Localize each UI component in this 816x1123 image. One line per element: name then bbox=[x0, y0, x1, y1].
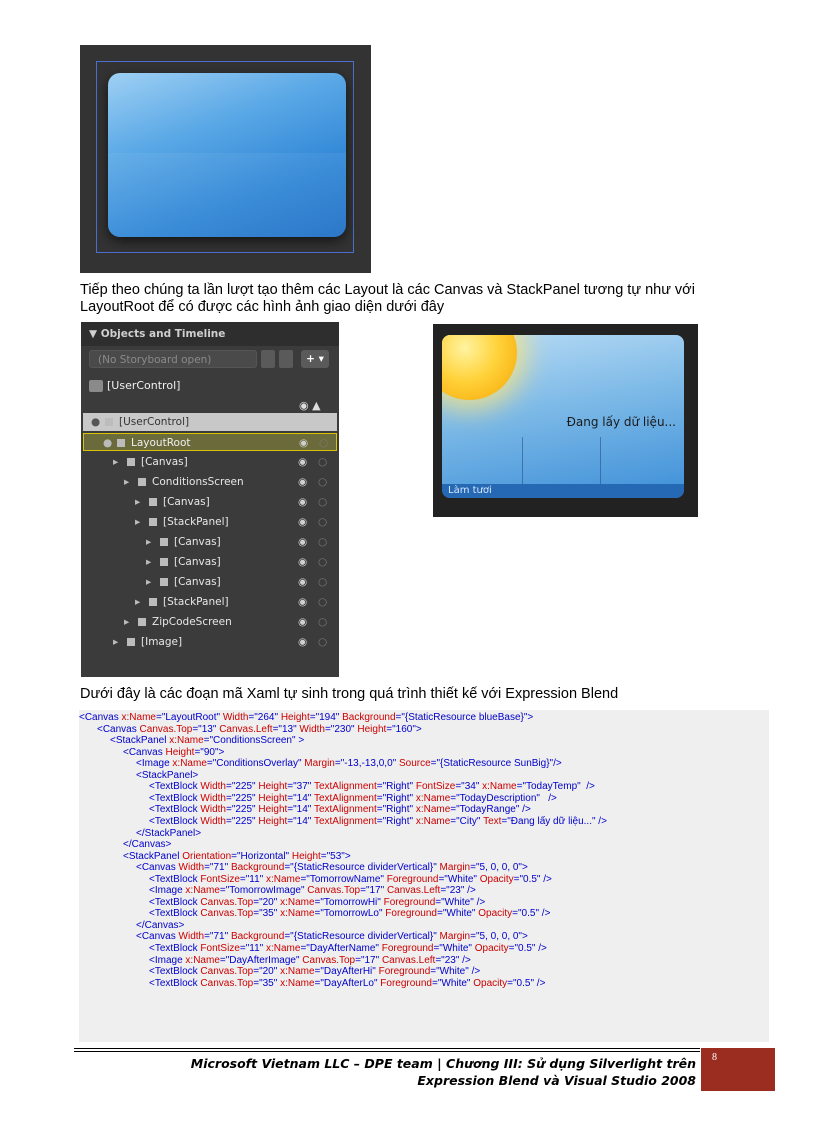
expand-arrow-icon[interactable]: ▸ bbox=[124, 616, 130, 628]
code-token: ="14" bbox=[287, 792, 314, 804]
code-token: Orientation bbox=[182, 850, 232, 862]
tree-item-label: [Canvas] bbox=[174, 536, 221, 548]
code-token: <StackPanel bbox=[123, 850, 183, 862]
code-token: <TextBlock bbox=[149, 943, 201, 954]
tree-item[interactable] bbox=[83, 573, 337, 591]
code-token: ="White" bbox=[431, 977, 474, 989]
code-line bbox=[149, 978, 545, 990]
code-line bbox=[97, 724, 422, 736]
tree-item-label: [StackPanel] bbox=[163, 596, 229, 608]
code-line bbox=[149, 816, 607, 828]
tree-item-label: [Image] bbox=[141, 636, 183, 648]
expand-arrow-icon[interactable]: ▸ bbox=[124, 476, 130, 488]
code-token: ="17" bbox=[360, 885, 387, 897]
lock-icon[interactable]: ○ bbox=[318, 516, 328, 528]
code-token: x:Name bbox=[280, 966, 315, 978]
code-token: ="23" /> bbox=[435, 954, 471, 966]
code-token: x:Name bbox=[185, 954, 220, 966]
code-token: Height bbox=[165, 746, 195, 758]
code-token: Opacity bbox=[479, 873, 514, 885]
code-token: Height bbox=[258, 781, 288, 793]
code-line bbox=[123, 747, 224, 759]
canvas-preview-figure bbox=[80, 45, 371, 273]
code-token: Width bbox=[178, 862, 205, 874]
code-token: Canvas.Top bbox=[200, 896, 254, 908]
code-token: ="TodayRange" /> bbox=[450, 804, 531, 816]
code-token: ="225" bbox=[225, 792, 259, 804]
code-token: ="37" bbox=[287, 781, 314, 793]
scope-visibility-icons[interactable]: ◉ ▲ bbox=[299, 399, 321, 412]
tree-item[interactable] bbox=[83, 453, 337, 471]
code-line bbox=[149, 874, 552, 886]
code-line bbox=[149, 781, 595, 793]
code-token: ="{StaticResource dividerVertical}" bbox=[284, 931, 440, 943]
storyboard-options-icon[interactable] bbox=[261, 350, 275, 368]
weather-card bbox=[442, 335, 684, 498]
lock-icon[interactable]: ○ bbox=[319, 437, 329, 449]
tree-item[interactable] bbox=[83, 533, 337, 551]
code-token: <TextBlock bbox=[149, 815, 201, 827]
code-token: <Canvas bbox=[136, 862, 179, 874]
scope-up-icon[interactable] bbox=[89, 380, 103, 392]
element-type-icon bbox=[127, 638, 135, 646]
code-token: Width bbox=[200, 815, 226, 827]
code-token: Canvas.Left bbox=[381, 954, 436, 966]
paragraph-code-intro: Dưới đây là các đoạn mã Xaml tự sinh trong quá trình thiết kế với Expression Blend bbox=[80, 686, 619, 702]
element-type-icon bbox=[127, 458, 135, 466]
code-token: Canvas.Top bbox=[200, 977, 254, 989]
element-type-icon bbox=[105, 418, 113, 426]
code-token: Margin bbox=[439, 931, 471, 943]
tree-item-label: LayoutRoot bbox=[131, 437, 191, 449]
code-token: TextAlignment bbox=[313, 781, 377, 793]
code-token: ="194" bbox=[309, 712, 343, 723]
code-token: Height bbox=[357, 723, 387, 735]
code-token: </StackPanel> bbox=[136, 827, 202, 839]
eye-icon[interactable]: ◉ bbox=[298, 536, 308, 548]
tree-item[interactable] bbox=[83, 613, 337, 631]
close-storyboard-icon[interactable] bbox=[279, 350, 293, 368]
expand-arrow-icon[interactable]: ▸ bbox=[135, 516, 141, 528]
element-type-icon bbox=[160, 558, 168, 566]
code-token: Canvas.Top bbox=[307, 885, 361, 897]
code-token: x:Name bbox=[280, 896, 315, 908]
code-line bbox=[136, 758, 562, 770]
code-token: ="DayAfterLo" bbox=[314, 977, 381, 989]
code-token: ="35" bbox=[253, 908, 281, 920]
code-token: ="20" bbox=[253, 896, 281, 908]
panel-header: ▼ Objects and Timeline bbox=[81, 322, 339, 346]
footer-text bbox=[100, 1055, 696, 1089]
code-token: ="ConditionsOverlay" bbox=[206, 758, 305, 770]
element-type-icon bbox=[138, 618, 146, 626]
page-number: 8 bbox=[712, 1052, 717, 1063]
code-token: Margin bbox=[304, 758, 335, 770]
code-line bbox=[149, 966, 480, 978]
code-token: ="0.5" /> bbox=[508, 943, 547, 954]
code-token: Foreground bbox=[383, 896, 436, 908]
lock-icon[interactable]: ○ bbox=[318, 556, 328, 568]
code-token: Opacity bbox=[474, 943, 509, 954]
scope-label: [UserControl] bbox=[107, 379, 181, 392]
code-token: TextAlignment bbox=[313, 792, 377, 804]
code-line bbox=[136, 920, 184, 932]
code-token: ="DayAfterName" bbox=[300, 943, 382, 954]
code-token: ="0.5" /> bbox=[512, 908, 551, 920]
code-token: Width bbox=[200, 781, 226, 793]
code-token: Canvas.Left bbox=[219, 723, 273, 735]
tree-item[interactable] bbox=[83, 413, 337, 431]
code-token: Height bbox=[258, 792, 288, 804]
code-token: ="23" /> bbox=[440, 885, 476, 897]
code-token: x:Name bbox=[415, 815, 451, 827]
tree-item-label: [Canvas] bbox=[174, 576, 221, 588]
expand-arrow-icon[interactable]: ● bbox=[103, 437, 113, 449]
code-token: Background bbox=[230, 931, 285, 943]
code-token: ="14" bbox=[287, 815, 314, 827]
code-token: <TextBlock bbox=[149, 873, 201, 885]
code-token: Canvas.Top bbox=[302, 954, 356, 966]
code-token: x:Name bbox=[172, 758, 207, 770]
code-token: ="ConditionsScreen" > bbox=[203, 735, 305, 747]
code-token: ="Right" bbox=[376, 792, 416, 804]
element-type-icon bbox=[149, 598, 157, 606]
code-token: ="5, 0, 0, 0"> bbox=[470, 931, 528, 943]
code-token: ="TomorrowHi" bbox=[314, 896, 384, 908]
code-token: Width bbox=[178, 931, 205, 943]
tree-item-label: ConditionsScreen bbox=[152, 476, 244, 488]
element-type-icon bbox=[160, 578, 168, 586]
code-token: Opacity bbox=[473, 977, 508, 989]
code-line bbox=[110, 735, 304, 747]
code-token: ="160"> bbox=[386, 723, 422, 735]
code-token: ="{StaticResource blueBase}"> bbox=[395, 712, 534, 723]
code-token: <TextBlock bbox=[149, 804, 201, 816]
code-token: ="71" bbox=[204, 862, 231, 874]
code-line bbox=[149, 885, 476, 897]
code-token: x:Name bbox=[121, 712, 156, 723]
code-token: ="White" bbox=[436, 908, 479, 920]
tree-item-label: [Canvas] bbox=[141, 456, 188, 468]
code-token: ="20" bbox=[253, 966, 281, 978]
eye-icon[interactable]: ◉ bbox=[298, 616, 308, 628]
code-line bbox=[149, 955, 471, 967]
code-token: ="5, 0, 0, 0"> bbox=[470, 862, 528, 874]
code-token: <TextBlock bbox=[149, 792, 201, 804]
code-token: FontSize bbox=[415, 781, 456, 793]
element-type-icon bbox=[160, 538, 168, 546]
code-line bbox=[149, 804, 531, 816]
lock-icon[interactable]: ○ bbox=[318, 596, 328, 608]
code-token: Height bbox=[280, 712, 310, 723]
code-token: ="DayAfterHi" bbox=[314, 966, 379, 978]
code-token: ="225" bbox=[225, 781, 259, 793]
code-line bbox=[149, 793, 557, 805]
code-token: ="TomorrowLo" bbox=[314, 908, 386, 920]
code-token: <Image bbox=[136, 758, 173, 770]
code-token: ="13" bbox=[272, 723, 300, 735]
code-token: ="White" /> bbox=[430, 966, 481, 978]
eye-icon[interactable]: ◉ bbox=[298, 596, 308, 608]
code-token: ="13" bbox=[192, 723, 220, 735]
code-token: x:Name bbox=[185, 885, 220, 897]
divider-vertical bbox=[600, 437, 601, 487]
footer-line-1: Microsoft Vietnam LLC – DPE team | Chương III: Sử dụng Silverlight trên bbox=[190, 1056, 696, 1071]
code-line bbox=[123, 839, 171, 851]
code-token: ="225" bbox=[225, 804, 259, 816]
code-line bbox=[79, 712, 533, 724]
refresh-link[interactable]: Làm tươi bbox=[448, 485, 492, 496]
code-token: Height bbox=[291, 850, 321, 862]
code-token: ="11" bbox=[239, 873, 266, 885]
code-token: <TextBlock bbox=[149, 896, 201, 908]
code-token: x:Name bbox=[280, 908, 315, 920]
code-token: Canvas.Top bbox=[139, 723, 193, 735]
code-token: Width bbox=[299, 723, 325, 735]
lock-icon[interactable]: ○ bbox=[318, 456, 328, 468]
code-token: Opacity bbox=[478, 908, 513, 920]
code-token: ="0.5" /> bbox=[507, 977, 546, 989]
code-token: </Canvas> bbox=[123, 839, 172, 851]
element-type-icon bbox=[138, 478, 146, 486]
code-token: Foreground bbox=[378, 966, 431, 978]
tree-item[interactable] bbox=[83, 513, 337, 531]
code-line bbox=[136, 828, 201, 840]
code-token: ="34" bbox=[455, 781, 483, 793]
lock-icon[interactable]: ○ bbox=[318, 536, 328, 548]
paragraph-intro: Tiếp theo chúng ta lần lượt tạo thêm các Layout là các Canvas và StackPanel tương tự như với LayoutRoot để có được các hình ảnh giao diện dưới đây bbox=[80, 282, 695, 315]
storyboard-dropdown[interactable]: (No Storyboard open) bbox=[89, 350, 257, 368]
code-token: Width bbox=[200, 804, 226, 816]
element-type-icon bbox=[149, 518, 157, 526]
code-token: Height bbox=[258, 815, 288, 827]
objects-timeline-panel bbox=[81, 322, 339, 677]
code-token: Width bbox=[222, 712, 249, 723]
code-token: Foreground bbox=[380, 977, 432, 989]
divider-vertical bbox=[522, 437, 523, 487]
tree-item-label: [Canvas] bbox=[174, 556, 221, 568]
code-token: ="53"> bbox=[320, 850, 351, 862]
code-token: x:Name bbox=[266, 943, 301, 954]
code-line bbox=[136, 862, 528, 874]
tree-item[interactable] bbox=[83, 593, 337, 611]
code-token: x:Name bbox=[280, 977, 315, 989]
code-token: Foreground bbox=[381, 943, 434, 954]
code-token: Background bbox=[230, 862, 285, 874]
code-token: <Canvas bbox=[123, 746, 166, 758]
lock-icon[interactable]: ○ bbox=[318, 636, 328, 648]
eye-icon[interactable]: ◉ bbox=[298, 456, 308, 468]
code-token: x:Name bbox=[482, 781, 517, 793]
expand-arrow-icon[interactable]: ▸ bbox=[113, 636, 119, 648]
code-token: Background bbox=[342, 712, 396, 723]
lock-icon[interactable]: ○ bbox=[318, 616, 328, 628]
code-token: ="14" bbox=[287, 804, 314, 816]
eye-icon[interactable]: ◉ bbox=[298, 516, 308, 528]
eye-icon[interactable]: ◉ bbox=[298, 476, 308, 488]
eye-icon[interactable]: ◉ bbox=[298, 556, 308, 568]
code-token: x:Name bbox=[169, 735, 204, 747]
code-token: Height bbox=[258, 804, 288, 816]
expand-arrow-icon[interactable]: ▸ bbox=[135, 496, 141, 508]
code-token: ="White" bbox=[433, 943, 475, 954]
footer-rule bbox=[74, 1051, 700, 1052]
code-token: TextAlignment bbox=[313, 804, 377, 816]
tree-item[interactable] bbox=[83, 633, 337, 651]
tree-item-label: ZipCodeScreen bbox=[152, 616, 232, 628]
tree-item[interactable] bbox=[83, 473, 337, 491]
code-token: <Canvas bbox=[79, 712, 122, 723]
element-type-icon bbox=[117, 439, 125, 447]
code-token: ="0.5" /> bbox=[513, 873, 552, 885]
code-token: ="TomorrowImage" bbox=[219, 885, 308, 897]
code-token: x:Name bbox=[266, 873, 301, 885]
expand-arrow-icon[interactable]: ▸ bbox=[146, 576, 152, 588]
code-line bbox=[123, 851, 351, 863]
code-token: ="Right" bbox=[376, 804, 416, 816]
code-token: ="{StaticResource dividerVertical}" bbox=[284, 862, 440, 874]
code-token: Foreground bbox=[385, 908, 437, 920]
sun-icon bbox=[442, 335, 517, 400]
code-line bbox=[136, 931, 528, 943]
code-token: ="Right" bbox=[376, 815, 416, 827]
code-line bbox=[149, 908, 550, 920]
code-token: ="LayoutRoot" bbox=[155, 712, 223, 723]
tree-item-label: [UserControl] bbox=[119, 416, 190, 428]
code-token: </Canvas> bbox=[136, 919, 185, 931]
code-token: ="71" bbox=[204, 931, 231, 943]
city-text: Đang lấy dữ liệu... bbox=[566, 415, 676, 429]
code-token: ="35" bbox=[253, 977, 281, 989]
code-token: <StackPanel> bbox=[136, 769, 199, 781]
code-token: <Canvas bbox=[136, 931, 179, 943]
code-token: ="White" bbox=[438, 873, 480, 885]
weather-widget-figure bbox=[433, 324, 698, 517]
code-token: ="TodayTemp" /> bbox=[516, 781, 595, 793]
code-token: <Canvas bbox=[97, 723, 140, 735]
code-token: ="Đang lấy dữ liệu..." /> bbox=[501, 815, 607, 827]
code-token: Foreground bbox=[386, 873, 439, 885]
code-token: ="-13,-13,0,0" bbox=[334, 758, 399, 770]
tree-item-label: [StackPanel] bbox=[163, 516, 229, 528]
code-token: FontSize bbox=[200, 943, 240, 954]
code-token: FontSize bbox=[200, 873, 240, 885]
new-storyboard-button[interactable]: + ▾ bbox=[301, 350, 329, 368]
expand-arrow-icon[interactable]: ▸ bbox=[146, 556, 152, 568]
code-token: Canvas.Left bbox=[386, 885, 441, 897]
code-token: ="{StaticResource SunBig}"/> bbox=[430, 758, 562, 770]
code-token: ="11" bbox=[239, 943, 266, 954]
code-token: TextAlignment bbox=[313, 815, 377, 827]
code-token: <TextBlock bbox=[149, 781, 201, 793]
expand-arrow-icon[interactable]: ▸ bbox=[146, 536, 152, 548]
tree-item-label: [Canvas] bbox=[163, 496, 210, 508]
code-token: Width bbox=[200, 792, 226, 804]
code-token: ="DayAfterImage" bbox=[219, 954, 303, 966]
code-token: <TextBlock bbox=[149, 966, 201, 978]
code-token: ="264" bbox=[248, 712, 281, 723]
tree-item[interactable] bbox=[83, 553, 337, 571]
code-token: ="Horizontal" bbox=[231, 850, 292, 862]
lock-icon[interactable]: ○ bbox=[318, 576, 328, 588]
code-token: ="225" bbox=[225, 815, 259, 827]
tree-item[interactable] bbox=[83, 433, 337, 451]
code-token: Text bbox=[483, 815, 502, 827]
code-token: <StackPanel bbox=[110, 735, 170, 747]
eye-icon[interactable]: ◉ bbox=[299, 437, 309, 449]
code-token: <Image bbox=[149, 885, 186, 897]
eye-icon[interactable]: ◉ bbox=[298, 576, 308, 588]
xaml-code-block bbox=[79, 710, 769, 1042]
element-type-icon bbox=[149, 498, 157, 506]
footer-rule bbox=[74, 1048, 700, 1049]
code-token: <Image bbox=[149, 954, 186, 966]
code-token: ="90"> bbox=[194, 746, 225, 758]
expand-arrow-icon[interactable]: ▸ bbox=[135, 596, 141, 608]
code-token: Canvas.Top bbox=[200, 966, 254, 978]
code-line bbox=[149, 943, 547, 955]
code-token: <TextBlock bbox=[149, 977, 201, 989]
expand-arrow-icon[interactable]: ● bbox=[91, 416, 101, 428]
eye-icon[interactable]: ◉ bbox=[298, 496, 308, 508]
code-token: <TextBlock bbox=[149, 908, 201, 920]
code-token: x:Name bbox=[415, 792, 451, 804]
footer-line-2: Expression Blend và Visual Studio 2008 bbox=[417, 1073, 696, 1088]
eye-icon[interactable]: ◉ bbox=[298, 636, 308, 648]
code-token: x:Name bbox=[415, 804, 451, 816]
code-token: Margin bbox=[439, 862, 471, 874]
code-token: ="17" bbox=[355, 954, 382, 966]
lock-icon[interactable]: ○ bbox=[318, 476, 328, 488]
lock-icon[interactable]: ○ bbox=[318, 496, 328, 508]
code-line bbox=[136, 770, 198, 782]
scope-title bbox=[89, 377, 180, 395]
tree-item[interactable] bbox=[83, 493, 337, 511]
expand-arrow-icon[interactable]: ▸ bbox=[113, 456, 119, 468]
code-token: Source bbox=[398, 758, 431, 770]
blue-base-panel bbox=[108, 73, 346, 237]
code-token: ="White" /> bbox=[435, 896, 486, 908]
code-line bbox=[149, 897, 485, 909]
code-token: ="TodayDescription" /> bbox=[450, 792, 557, 804]
code-token: Canvas.Top bbox=[200, 908, 254, 920]
code-token: ="Right" bbox=[376, 781, 416, 793]
code-token: ="230" bbox=[324, 723, 358, 735]
code-token: ="City" bbox=[450, 815, 484, 827]
code-token: ="TomorrowName" bbox=[300, 873, 387, 885]
